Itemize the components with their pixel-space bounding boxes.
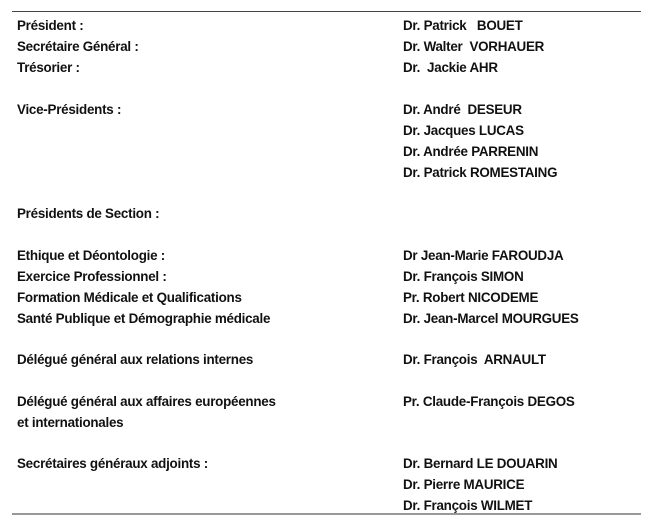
vice-president-name: Dr. Jacques LUCAS [403,123,524,138]
secretaire-adjoint-name: Dr. François WILMET [403,498,533,513]
section-label: Exercice Professionnel : [17,269,167,284]
vice-president-name: Dr. Andrée PARRENIN [403,144,539,159]
section-label: Formation Médicale et Qualifications [17,290,242,305]
delegue-internes-name: Dr. François ARNAULT [403,352,546,367]
vice-president-name: Dr. André DESEUR [403,102,522,117]
vice-president-name: Dr. Patrick ROMESTAING [403,165,558,180]
secretaires-adjoints-label: Secrétaires généraux adjoints : [17,456,208,471]
delegue-europe-name: Pr. Claude-François DEGOS [403,394,575,409]
section-label: Santé Publique et Démographie médicale [17,311,271,326]
sections-heading: Présidents de Section : [17,206,160,221]
president-name: Dr. Patrick BOUET [403,18,523,33]
delegue-internes-label: Délégué général aux relations internes [17,352,254,367]
vice-presidents-label: Vice-Présidents : [17,102,122,117]
section-president: Pr. Robert NICODEME [403,290,539,305]
tresorier-label: Trésorier : [17,60,80,75]
bottom-rule [12,513,641,515]
delegue-europe-label: Délégué général aux affaires européennes [17,394,276,409]
top-rule [12,11,641,12]
secretaire-name: Dr. Walter VORHAUER [403,39,545,54]
secretaire-adjoint-name: Dr. Pierre MAURICE [403,477,525,492]
section-label: Ethique et Déontologie : [17,248,165,263]
section-president: Dr. Jean-Marcel MOURGUES [403,311,579,326]
secretaire-label: Secrétaire Général : [17,39,139,54]
secretaire-adjoint-name: Dr. Bernard LE DOUARIN [403,456,558,471]
section-president: Dr. François SIMON [403,269,524,284]
section-president: Dr Jean-Marie FAROUDJA [403,248,564,263]
president-label: Président : [17,18,84,33]
delegue-europe-label-line2: et internationales [17,415,124,430]
tresorier-name: Dr. Jackie AHR [403,60,498,75]
